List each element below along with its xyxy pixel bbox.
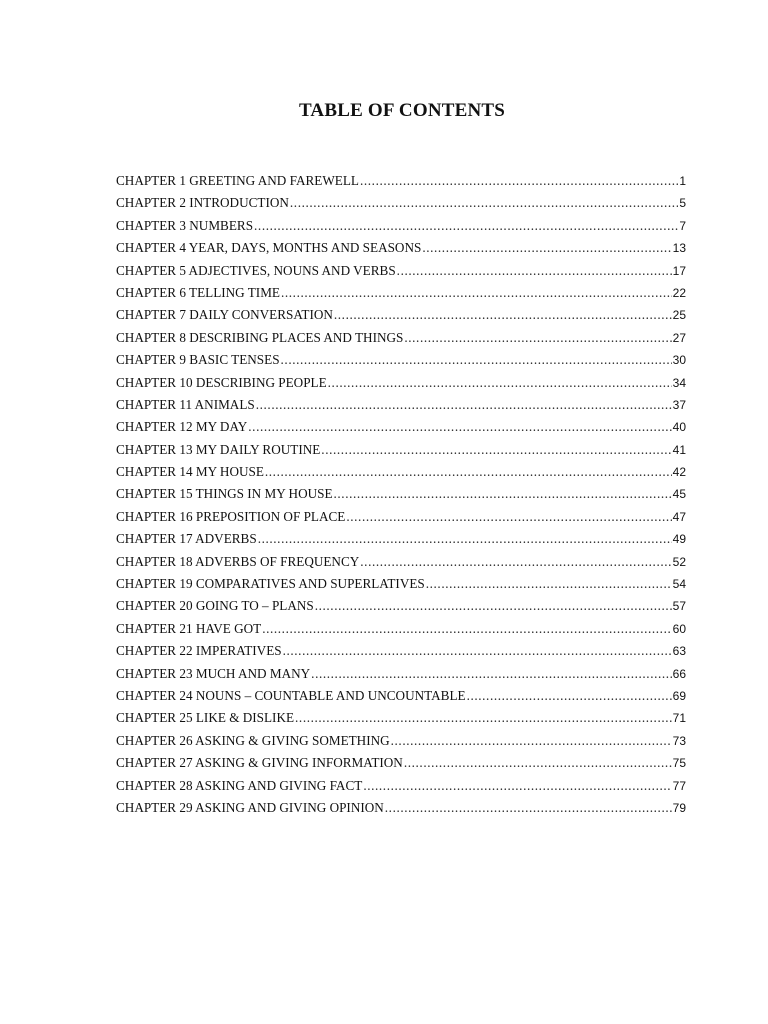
- toc-entry-page-number: 5: [679, 196, 686, 211]
- dot-leader: [321, 439, 671, 461]
- toc-entry[interactable]: [116, 282, 686, 304]
- toc-entry-page-number: 7: [679, 218, 686, 233]
- toc-entry-page-number: 49: [672, 532, 686, 547]
- toc-entry[interactable]: [116, 327, 686, 349]
- toc-entry-label: CHAPTER 7 DAILY CONVERSATION: [116, 307, 333, 323]
- dot-leader: [422, 237, 671, 259]
- dot-leader: [404, 752, 672, 774]
- dot-leader: [281, 282, 672, 304]
- toc-entry[interactable]: [116, 215, 686, 237]
- toc-entry-label: CHAPTER 20 GOING TO – PLANS: [116, 598, 314, 614]
- toc-entry[interactable]: [116, 752, 686, 774]
- dot-leader: [248, 416, 671, 438]
- toc-entry-label: CHAPTER 17 ADVERBS: [116, 531, 257, 547]
- toc-entry-page-number: 54: [672, 577, 686, 592]
- toc-entry[interactable]: [116, 483, 686, 505]
- toc-entry[interactable]: [116, 528, 686, 550]
- dot-leader: [290, 192, 678, 214]
- dot-leader: [256, 394, 672, 416]
- toc-entry-page-number: 66: [672, 666, 686, 681]
- toc-entry-label: CHAPTER 2 INTRODUCTION: [116, 195, 289, 211]
- toc-entry-label: CHAPTER 11 ANIMALS: [116, 396, 255, 412]
- toc-entry-page-number: 40: [672, 420, 686, 435]
- toc-entry-label: CHAPTER 9 BASIC TENSES: [116, 352, 280, 368]
- dot-leader: [281, 349, 672, 371]
- toc-entry[interactable]: [116, 192, 686, 214]
- toc-entry-label: CHAPTER 21 HAVE GOT: [116, 620, 262, 636]
- toc-entry-label: CHAPTER 29 ASKING AND GIVING OPINION: [116, 799, 384, 815]
- dot-leader: [404, 327, 671, 349]
- toc-entry[interactable]: [116, 775, 686, 797]
- dot-leader: [311, 663, 671, 685]
- dot-leader: [262, 618, 671, 640]
- toc-entry[interactable]: [116, 663, 686, 685]
- dot-leader: [360, 551, 671, 573]
- toc-entry-label: CHAPTER 13 MY DAILY ROUTINE: [116, 441, 321, 457]
- toc-entry-page-number: 17: [672, 263, 686, 278]
- dot-leader: [391, 730, 672, 752]
- toc-entry-page-number: 79: [672, 800, 686, 815]
- toc-entry[interactable]: [116, 640, 686, 662]
- toc-entry-label: CHAPTER 10 DESCRIBING PEOPLE: [116, 374, 327, 390]
- dot-leader: [467, 685, 672, 707]
- toc-entry[interactable]: [116, 416, 686, 438]
- toc-entry-page-number: 57: [672, 599, 686, 614]
- toc-entry[interactable]: [116, 372, 686, 394]
- toc-entry-label: CHAPTER 12 MY DAY: [116, 419, 248, 435]
- toc-entry-label: CHAPTER 27 ASKING & GIVING INFORMATION: [116, 755, 403, 771]
- toc-entry[interactable]: [116, 707, 686, 729]
- toc-entry-page-number: 77: [672, 778, 686, 793]
- toc-entry-label: CHAPTER 23 MUCH AND MANY: [116, 665, 311, 681]
- toc-entry-label: CHAPTER 4 YEAR, DAYS, MONTHS AND SEASONS: [116, 240, 422, 256]
- dot-leader: [334, 483, 672, 505]
- toc-entry-page-number: 27: [672, 330, 686, 345]
- toc-entry-page-number: 63: [672, 644, 686, 659]
- toc-entry-page-number: 71: [672, 711, 686, 726]
- toc-entry-page-number: 1: [679, 174, 686, 188]
- toc-entry[interactable]: [116, 394, 686, 416]
- toc-entry-label: CHAPTER 25 LIKE & DISLIKE: [116, 710, 295, 726]
- dot-leader: [397, 260, 672, 282]
- toc-entry-page-number: 34: [672, 375, 686, 390]
- toc-entry-label: CHAPTER 3 NUMBERS: [116, 217, 254, 233]
- toc-entry[interactable]: [116, 439, 686, 461]
- toc-entry-page-number: 73: [672, 733, 686, 748]
- dot-leader: [295, 707, 672, 729]
- dot-leader: [265, 461, 672, 483]
- toc-entry[interactable]: [116, 551, 686, 573]
- toc-entry-label: CHAPTER 6 TELLING TIME: [116, 284, 280, 300]
- toc-entry-label: CHAPTER 16 PREPOSITION OF PLACE: [116, 508, 346, 524]
- toc-entry-label: CHAPTER 14 MY HOUSE: [116, 464, 264, 480]
- dot-leader: [254, 215, 678, 237]
- toc-entry[interactable]: [116, 797, 686, 819]
- toc-entry-label: CHAPTER 15 THINGS IN MY HOUSE: [116, 486, 333, 502]
- toc-entry-label: CHAPTER 19 COMPARATIVES AND SUPERLATIVES: [116, 576, 425, 592]
- toc-entry[interactable]: [116, 260, 686, 282]
- toc-entry-page-number: 52: [672, 554, 686, 569]
- toc-entry-label: CHAPTER 28 ASKING AND GIVING FACT: [116, 777, 363, 793]
- toc-entry-label: CHAPTER 5 ADJECTIVES, NOUNS AND VERBS: [116, 262, 396, 278]
- toc-entry-label: CHAPTER 22 IMPERATIVES: [116, 643, 282, 659]
- dot-leader: [346, 506, 671, 528]
- dot-leader: [363, 775, 671, 797]
- dot-leader: [258, 528, 672, 550]
- toc-entry[interactable]: [116, 506, 686, 528]
- toc-entry[interactable]: [116, 237, 686, 259]
- toc-entry[interactable]: [116, 730, 686, 752]
- toc-entry[interactable]: [116, 461, 686, 483]
- dot-leader: [426, 573, 672, 595]
- toc-entry[interactable]: [116, 304, 686, 326]
- toc-entry-page-number: 13: [672, 241, 686, 256]
- toc-entry[interactable]: [116, 618, 686, 640]
- toc-entry-page-number: 47: [672, 509, 686, 524]
- toc-entry[interactable]: [116, 349, 686, 371]
- dot-leader: [385, 797, 672, 819]
- toc-list: [116, 170, 686, 819]
- dot-leader: [360, 170, 678, 192]
- toc-entry-label: CHAPTER 26 ASKING & GIVING SOMETHING: [116, 732, 390, 748]
- toc-entry[interactable]: [116, 685, 686, 707]
- toc-entry-label: CHAPTER 8 DESCRIBING PLACES AND THINGS: [116, 329, 404, 345]
- dot-leader: [334, 304, 672, 326]
- toc-entry-page-number: 45: [672, 487, 686, 502]
- toc-entry-label: CHAPTER 1 GREETING AND FAREWELL: [116, 173, 359, 188]
- toc-entry[interactable]: [116, 573, 686, 595]
- toc-entry[interactable]: [116, 170, 686, 192]
- toc-entry-page-number: 25: [672, 308, 686, 323]
- toc-entry[interactable]: [116, 595, 686, 617]
- toc-entry-label: CHAPTER 24 NOUNS – COUNTABLE AND UNCOUNTABLE: [116, 687, 466, 703]
- toc-entry-page-number: 75: [672, 756, 686, 771]
- toc-entry-label: CHAPTER 18 ADVERBS OF FREQUENCY: [116, 553, 360, 569]
- toc-entry-page-number: 41: [672, 442, 686, 457]
- dot-leader: [315, 595, 672, 617]
- toc-entry-page-number: 30: [672, 353, 686, 368]
- toc-entry-page-number: 37: [672, 397, 686, 412]
- page-title: TABLE OF CONTENTS: [298, 100, 506, 121]
- toc-entry-page-number: 42: [672, 465, 686, 480]
- toc-entry-page-number: 22: [672, 285, 686, 300]
- dot-leader: [283, 640, 672, 662]
- toc-entry-page-number: 60: [672, 621, 686, 636]
- dot-leader: [328, 372, 672, 394]
- toc-entry-page-number: 69: [672, 688, 686, 703]
